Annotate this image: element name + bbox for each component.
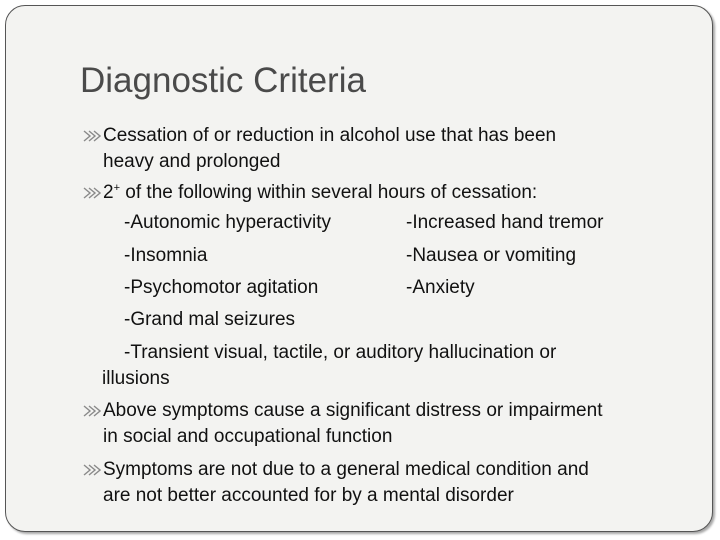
bullet-4-line-2: are not better accounted for by a mental disorder [103,485,514,506]
slide-title: Diagnostic Criteria [80,61,366,100]
symptom-long-line-2: illusions [102,368,170,389]
bullet-arrow-icon [83,404,101,418]
bullet-2-text: of the following within several hours of cessation: [120,182,538,203]
slide [5,5,713,532]
symptom-left-1: -Autonomic hyperactivity [124,212,331,233]
bullet-arrow-icon [83,186,101,200]
bullet-item-1 [83,123,693,175]
symptom-right-3: -Anxiety [406,277,475,298]
bullet-2-number: 2 [103,182,114,203]
bullet-4-line-1: Symptoms are not due to a general medical condition and [103,459,589,480]
symptom-left-2: -Insomnia [124,245,208,266]
symptom-left-3: -Psychomotor agitation [124,277,319,298]
bullet-2-superscript: + [113,182,121,194]
symptom-right-1: -Increased hand tremor [406,212,604,233]
symptom-long-line-1: -Transient visual, tactile, or auditory hallucination or [124,342,557,363]
bullet-item-4 [83,457,693,509]
bullet-1-line-1: Cessation of or reduction in alcohol use that has been [103,125,557,146]
bullet-3-line-2: in social and occupational function [103,426,393,447]
bullet-item-3 [83,398,693,450]
bullet-arrow-icon [83,463,101,477]
symptom-right-2: -Nausea or vomiting [406,245,577,266]
bullet-3-line-1: Above symptoms cause a significant distress or impairment [103,400,603,421]
bullet-1-line-2: heavy and prolonged [103,151,281,172]
bullet-arrow-icon [83,129,101,143]
symptom-left-4: -Grand mal seizures [124,309,296,330]
bullet-item-2 [83,180,693,206]
